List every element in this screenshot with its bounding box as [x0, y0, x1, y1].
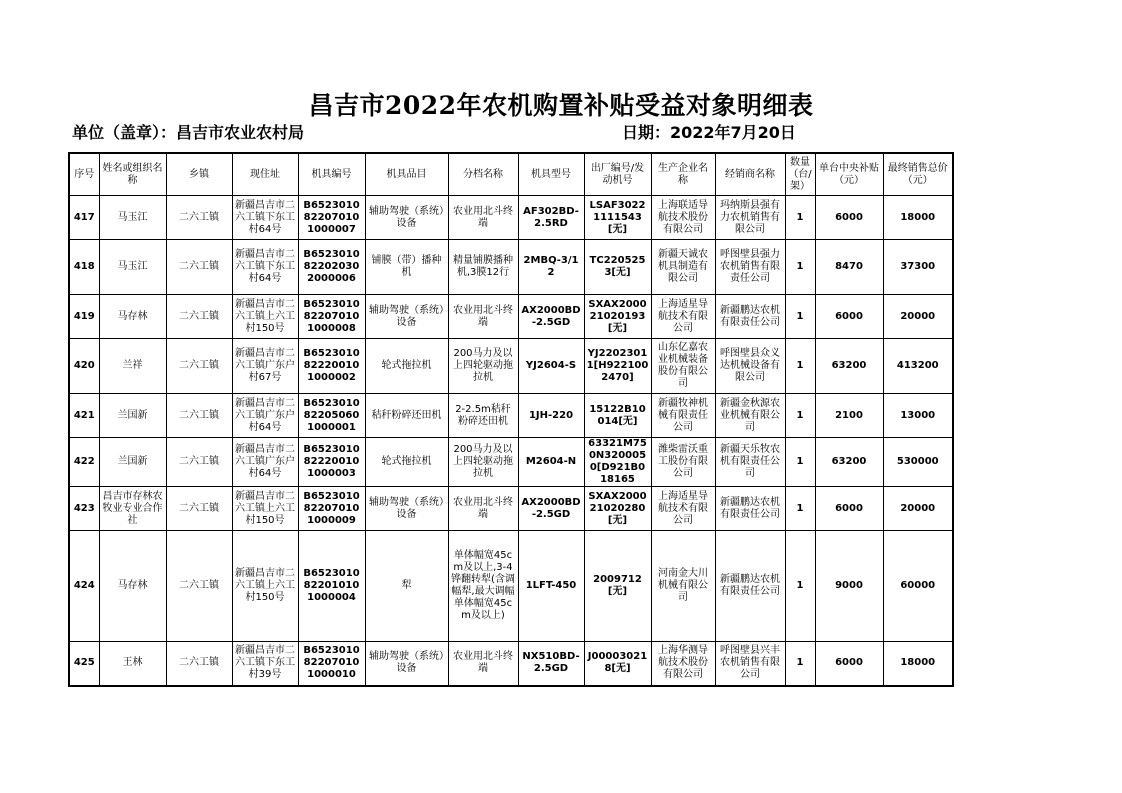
quantity-cell: 1: [785, 339, 815, 394]
column-header: 单台中央补贴（元）: [815, 153, 883, 196]
machine-id-cell: B6523010822070101000010: [298, 642, 365, 686]
dealer-cell: 玛纳斯县强有力农机销售有限公司: [715, 196, 785, 240]
unit-label: 单位（盖章）：昌吉市农业农村局: [72, 123, 305, 142]
subsidy-cell: 6000: [815, 642, 883, 686]
manufacturer-cell: 上海联适导航技术股份有限公司: [651, 196, 715, 240]
serial-cell: TC2205253[无]: [584, 240, 651, 295]
machine-id-cell: B6523010822050601000001: [298, 394, 365, 438]
table-row: [69, 295, 953, 339]
subsidy-cell: 2100: [815, 394, 883, 438]
quantity-cell: 1: [785, 295, 815, 339]
manufacturer-cell: 河南金大川机械有限公司: [651, 531, 715, 642]
table-row: [69, 196, 953, 240]
column-header: 机具品目: [365, 153, 448, 196]
column-header: 最终销售总价（元）: [883, 153, 953, 196]
quantity-cell: 1: [785, 438, 815, 487]
quantity-cell: 1: [785, 487, 815, 531]
column-header: 出厂编号/发动机号: [584, 153, 651, 196]
table-header-row: [69, 153, 953, 196]
address-cell: 新疆昌吉市二六工镇上六工村150号: [232, 531, 298, 642]
name-cell: 兰祥: [99, 339, 166, 394]
table-row: [69, 487, 953, 531]
subsidy-cell: 8470: [815, 240, 883, 295]
beneficiary-table: [68, 152, 954, 687]
total-price-cell: 413200: [883, 339, 953, 394]
table-row: [69, 339, 953, 394]
total-price-cell: 20000: [883, 295, 953, 339]
column-header: 机具型号: [518, 153, 584, 196]
quantity-cell: 1: [785, 196, 815, 240]
township-cell: 二六工镇: [166, 438, 232, 487]
dealer-cell: 新疆鹏达农机有限责任公司: [715, 531, 785, 642]
column-header: 数量（台/架）: [785, 153, 815, 196]
model-cell: 1JH-220: [518, 394, 584, 438]
grade-cell: 200马力及以上四轮驱动拖拉机: [448, 339, 518, 394]
dealer-cell: 新疆鹏达农机有限责任公司: [715, 487, 785, 531]
row-number: 421: [69, 394, 99, 438]
township-cell: 二六工镇: [166, 196, 232, 240]
total-price-cell: 530000: [883, 438, 953, 487]
table-row: [69, 240, 953, 295]
machine-id-cell: B6523010822070101000008: [298, 295, 365, 339]
dealer-cell: 呼图壁县众义达机械设备有限公司: [715, 339, 785, 394]
dealer-cell: 呼图壁县兴丰农机销售有限公司: [715, 642, 785, 686]
address-cell: 新疆昌吉市二六工镇广东户村64号: [232, 394, 298, 438]
subsidy-cell: 6000: [815, 196, 883, 240]
model-cell: M2604-N: [518, 438, 584, 487]
serial-cell: 15122B10014[无]: [584, 394, 651, 438]
column-header: 现住址: [232, 153, 298, 196]
model-cell: NX510BD-2.5GD: [518, 642, 584, 686]
address-cell: 新疆昌吉市二六工镇上六工村150号: [232, 295, 298, 339]
serial-cell: SXAX200021020280[无]: [584, 487, 651, 531]
machine-id-cell: B6523010822020302000006: [298, 240, 365, 295]
township-cell: 二六工镇: [166, 240, 232, 295]
manufacturer-cell: 上海适星导航技术有限公司: [651, 295, 715, 339]
table-body: [69, 196, 953, 686]
table-row: [69, 531, 953, 642]
name-cell: 马玉江: [99, 240, 166, 295]
subsidy-cell: 9000: [815, 531, 883, 642]
category-cell: 辅助驾驶（系统）设备: [365, 487, 448, 531]
serial-cell: J000030218[无]: [584, 642, 651, 686]
machine-id-cell: B6523010822070101000009: [298, 487, 365, 531]
grade-cell: 农业用北斗终端: [448, 642, 518, 686]
category-cell: 轮式拖拉机: [365, 339, 448, 394]
column-header: 姓名或组织名称: [99, 153, 166, 196]
table-row: [69, 642, 953, 686]
dealer-cell: 新疆天乐牧农机有限责任公司: [715, 438, 785, 487]
category-cell: 轮式拖拉机: [365, 438, 448, 487]
total-price-cell: 37300: [883, 240, 953, 295]
address-cell: 新疆昌吉市二六工镇广东户村64号: [232, 438, 298, 487]
township-cell: 二六工镇: [166, 295, 232, 339]
subsidy-cell: 6000: [815, 295, 883, 339]
grade-cell: 精量铺膜播种机,3膜12行: [448, 240, 518, 295]
name-cell: 马玉江: [99, 196, 166, 240]
manufacturer-cell: 潍柴雷沃重工股份有限公司: [651, 438, 715, 487]
table-row: [69, 394, 953, 438]
model-cell: 1LFT-450: [518, 531, 584, 642]
total-price-cell: 60000: [883, 531, 953, 642]
model-cell: AX2000BD-2.5GD: [518, 295, 584, 339]
row-number: 424: [69, 531, 99, 642]
category-cell: 辅助驾驶（系统）设备: [365, 196, 448, 240]
grade-cell: 200马力及以上四轮驱动拖拉机: [448, 438, 518, 487]
manufacturer-cell: 山东亿嘉农业机械装备股份有限公司: [651, 339, 715, 394]
township-cell: 二六工镇: [166, 487, 232, 531]
subsidy-cell: 63200: [815, 438, 883, 487]
serial-cell: YJ22023011[H9221002470]: [584, 339, 651, 394]
name-cell: 兰国新: [99, 438, 166, 487]
total-price-cell: 18000: [883, 196, 953, 240]
quantity-cell: 1: [785, 642, 815, 686]
quantity-cell: 1: [785, 240, 815, 295]
address-cell: 新疆昌吉市二六工镇下东工村39号: [232, 642, 298, 686]
address-cell: 新疆昌吉市二六工镇上六工村150号: [232, 487, 298, 531]
township-cell: 二六工镇: [166, 531, 232, 642]
manufacturer-cell: 上海适星导航技术有限公司: [651, 487, 715, 531]
serial-cell: SXAX200021020193[无]: [584, 295, 651, 339]
manufacturer-cell: 新疆牧神机械有限责任公司: [651, 394, 715, 438]
grade-cell: 2-2.5m秸秆粉碎还田机: [448, 394, 518, 438]
date-label: 日期：2022年7月20日: [622, 123, 796, 142]
quantity-cell: 1: [785, 531, 815, 642]
dealer-cell: 新疆鹏达农机有限责任公司: [715, 295, 785, 339]
machine-id-cell: B6523010822010101000004: [298, 531, 365, 642]
total-price-cell: 18000: [883, 642, 953, 686]
subsidy-cell: 6000: [815, 487, 883, 531]
name-cell: 兰国新: [99, 394, 166, 438]
model-cell: 2MBQ-3/12: [518, 240, 584, 295]
serial-cell: 2009712[无]: [584, 531, 651, 642]
address-cell: 新疆昌吉市二六工镇广东户村67号: [232, 339, 298, 394]
row-number: 425: [69, 642, 99, 686]
model-cell: AF302BD-2.5RD: [518, 196, 584, 240]
row-number: 418: [69, 240, 99, 295]
page-title: 昌吉市2022年农机购置补贴受益对象明细表: [308, 91, 814, 120]
grade-cell: 单体幅宽45cm及以上,3-4铧翻转犁(含调幅犁,最大调幅单体幅宽45cm及以上): [448, 531, 518, 642]
quantity-cell: 1: [785, 394, 815, 438]
name-cell: 昌吉市存林农牧业专业合作社: [99, 487, 166, 531]
name-cell: 王林: [99, 642, 166, 686]
column-header: 机具编号: [298, 153, 365, 196]
machine-id-cell: B6523010822200101000002: [298, 339, 365, 394]
column-header: 乡镇: [166, 153, 232, 196]
address-cell: 新疆昌吉市二六工镇下东工村64号: [232, 240, 298, 295]
grade-cell: 农业用北斗终端: [448, 196, 518, 240]
row-number: 420: [69, 339, 99, 394]
model-cell: AX2000BD-2.5GD: [518, 487, 584, 531]
column-header: 经销商名称: [715, 153, 785, 196]
total-price-cell: 13000: [883, 394, 953, 438]
township-cell: 二六工镇: [166, 394, 232, 438]
grade-cell: 农业用北斗终端: [448, 487, 518, 531]
total-price-cell: 20000: [883, 487, 953, 531]
grade-cell: 农业用北斗终端: [448, 295, 518, 339]
column-header: 序号: [69, 153, 99, 196]
row-number: 422: [69, 438, 99, 487]
category-cell: 铺膜（带）播种机: [365, 240, 448, 295]
dealer-cell: 新疆金秋源农业机械有限公司: [715, 394, 785, 438]
serial-cell: LSAF30221111543[无]: [584, 196, 651, 240]
name-cell: 马存林: [99, 295, 166, 339]
township-cell: 二六工镇: [166, 339, 232, 394]
township-cell: 二六工镇: [166, 642, 232, 686]
dealer-cell: 呼图壁县强力农机销售有限责任公司: [715, 240, 785, 295]
manufacturer-cell: 新疆天诚农机具制造有限公司: [651, 240, 715, 295]
table-row: [69, 438, 953, 487]
category-cell: 秸秆粉碎还田机: [365, 394, 448, 438]
model-cell: YJ2604-S: [518, 339, 584, 394]
category-cell: 辅助驾驶（系统）设备: [365, 642, 448, 686]
row-number: 423: [69, 487, 99, 531]
subsidy-cell: 63200: [815, 339, 883, 394]
serial-cell: 63321M750N3200050[D921B018165: [584, 438, 651, 487]
column-header: 分档名称: [448, 153, 518, 196]
name-cell: 马存林: [99, 531, 166, 642]
row-number: 419: [69, 295, 99, 339]
address-cell: 新疆昌吉市二六工镇下东工村64号: [232, 196, 298, 240]
category-cell: 辅助驾驶（系统）设备: [365, 295, 448, 339]
machine-id-cell: B6523010822200101000003: [298, 438, 365, 487]
category-cell: 犁: [365, 531, 448, 642]
column-header: 生产企业名称: [651, 153, 715, 196]
machine-id-cell: B6523010822070101000007: [298, 196, 365, 240]
row-number: 417: [69, 196, 99, 240]
manufacturer-cell: 上海华测导航技术股份有限公司: [651, 642, 715, 686]
